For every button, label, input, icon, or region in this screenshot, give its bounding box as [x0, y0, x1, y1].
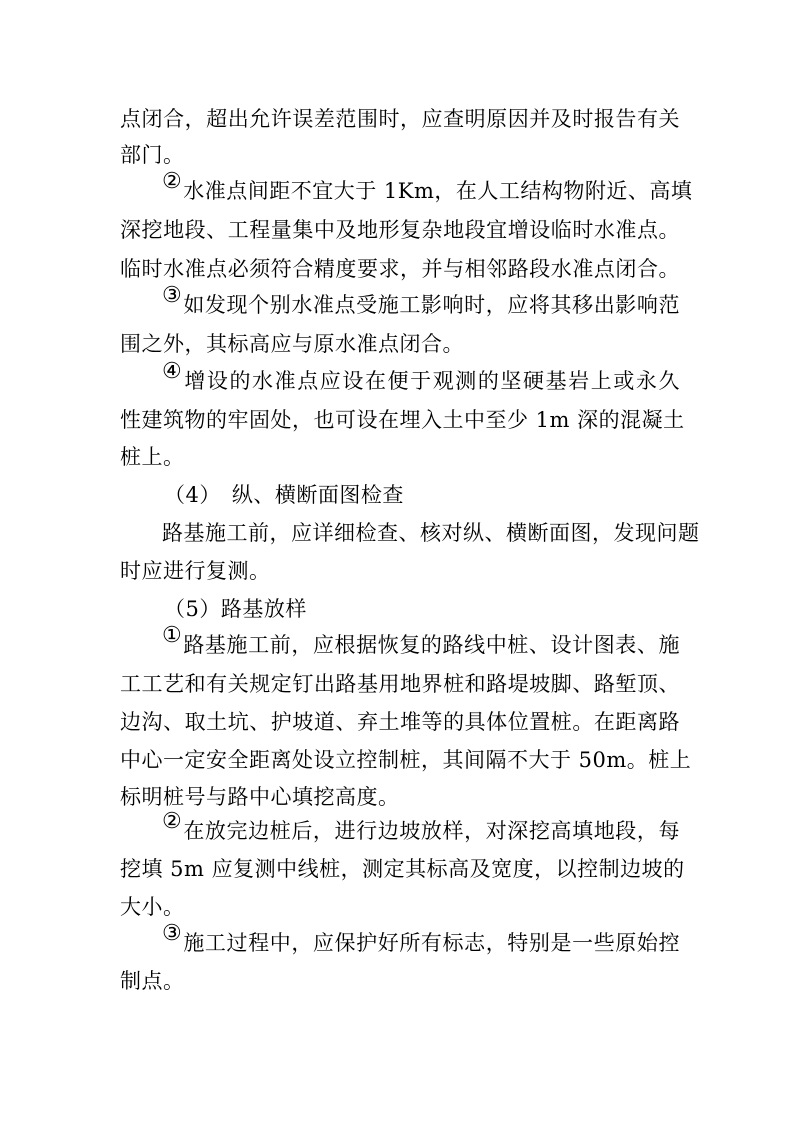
paragraph-line: 性建筑物的牢固处，也可设在埋入土中至少 1m 深的混凝土: [120, 408, 685, 432]
paragraph-text: 在放完边桩后，进行边坡放样，对深挖高填地段，每: [183, 819, 680, 843]
paragraph-line: 点闭合，超出允许误差范围时，应查明原因并及时报告有关: [120, 107, 680, 131]
paragraph-line: 桩上。: [120, 445, 185, 469]
paragraph-line: 部门。: [120, 143, 185, 167]
paragraph-line: 时应进行复测。: [120, 559, 271, 583]
paragraph-first-line: [162, 809, 680, 846]
circled-number-2: ②: [162, 809, 183, 834]
paragraph-line: 大小。: [120, 895, 185, 919]
paragraph-line: 边沟、取土坑、护坡道、弃土堆等的具体位置桩。在距离路: [120, 710, 680, 734]
paragraph-line: 深挖地段、工程量集中及地形复杂地段宜增设临时水准点。: [120, 218, 680, 242]
paragraph-first-line: [162, 623, 680, 660]
circled-number-3: ③: [162, 283, 183, 308]
paragraph-text: 路基施工前，应根据恢复的路线中桩、设计图表、施: [183, 633, 680, 657]
paragraph-line: 围之外，其标高应与原水准点闭合。: [120, 332, 464, 356]
paragraph-line: 临时水准点必须符合精度要求，并与相邻路段水准点闭合。: [120, 257, 680, 281]
circled-number-1: ①: [162, 623, 183, 648]
circled-number-4: ④: [162, 359, 183, 384]
circled-number-3: ③: [162, 921, 183, 946]
paragraph-line: 标明桩号与路中心填挖高度。: [120, 785, 400, 809]
paragraph-first-line: [162, 921, 680, 958]
paragraph-line: 制点。: [120, 969, 185, 993]
paragraph-first-line: [162, 283, 680, 320]
paragraph-line: 中心一定安全距离处设立控制桩，其间隔不大于 50m。桩上: [120, 748, 692, 772]
paragraph-text: 水准点间距不宜大于 1Km，在人工结构物附近、高填: [183, 179, 693, 203]
paragraph-line: 挖填 5m 应复测中线桩，测定其标高及宽度，以控制边坡的: [120, 857, 685, 881]
paragraph-text: 施工过程中，应保护好所有标志，特别是一些原始控: [183, 931, 680, 955]
paragraph-first-line: 路基施工前，应详细检查、核对纵、横断面图，发现问题: [162, 521, 700, 545]
circled-number-2: ②: [162, 169, 183, 194]
paragraph-first-line: [162, 169, 693, 206]
section-heading: （5）路基放样: [164, 597, 307, 621]
paragraph-text: 如发现个别水准点受施工影响时，应将其移出影响范: [183, 293, 680, 317]
paragraph-first-line: [162, 359, 680, 396]
paragraph-line: 工工艺和有关规定钉出路基用地界桩和路堤坡脚、路堑顶、: [120, 672, 680, 696]
paragraph-text: 增设的水准点应设在便于观测的坚硬基岩上或永久: [183, 369, 680, 393]
section-heading: （4） 纵、横断面图检查: [164, 483, 404, 507]
